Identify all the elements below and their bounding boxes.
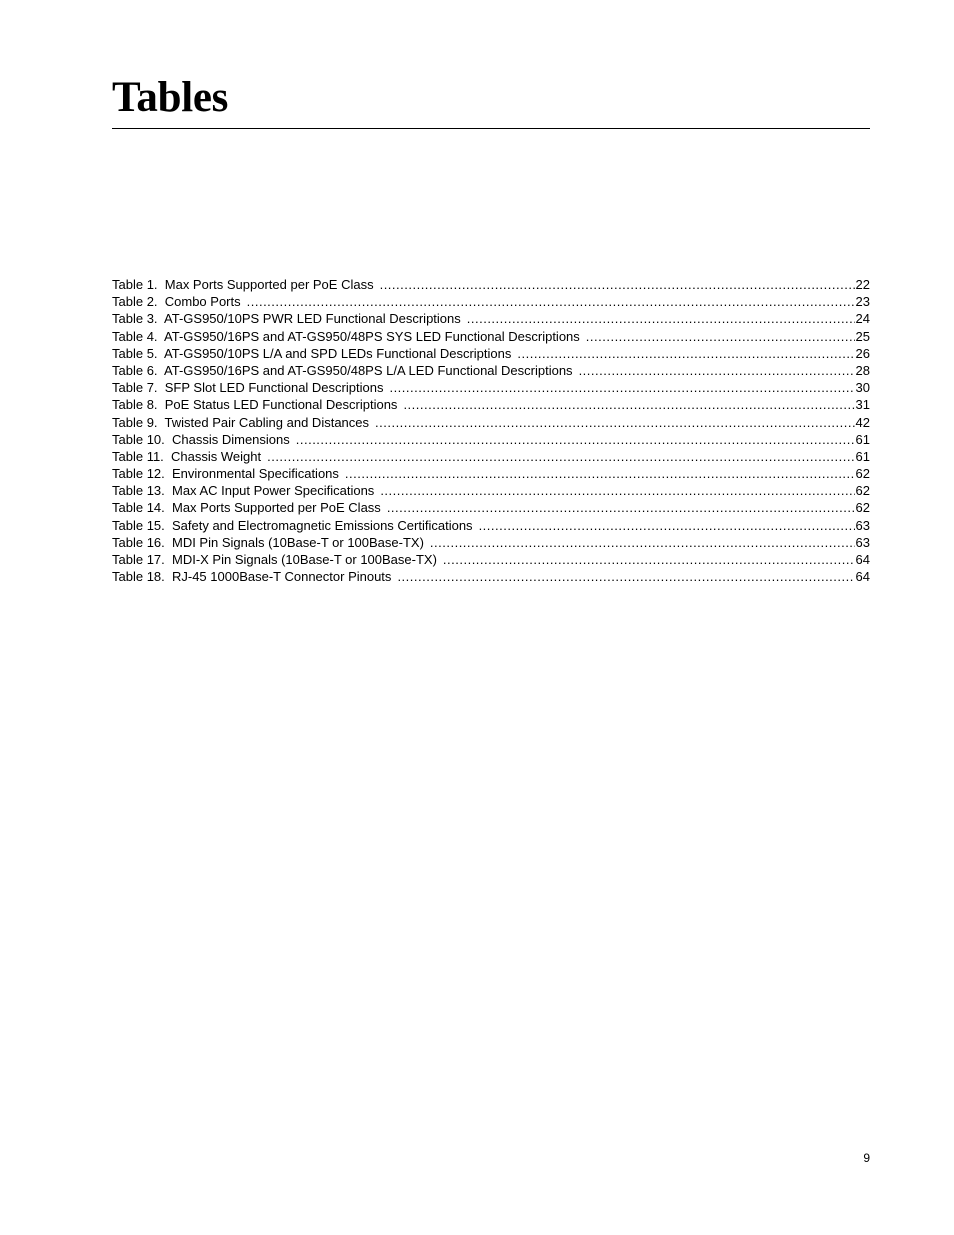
toc-entry[interactable] [112, 414, 870, 431]
dot-leader [375, 414, 855, 431]
dot-leader [380, 482, 854, 499]
toc-entry-label: Table 9. Twisted Pair Cabling and Distances [112, 414, 370, 430]
toc-entry-label: Table 3. AT-GS950/10PS PWR LED Functional Descriptions [112, 311, 461, 327]
dot-leader [380, 276, 855, 293]
dot-leader [467, 310, 855, 327]
toc-entry-page: 63 [855, 534, 870, 550]
toc-entry-page: 23 [855, 294, 870, 310]
page-title: Tables [112, 74, 229, 121]
toc-entry[interactable] [112, 293, 870, 310]
toc-entry-page: 28 [855, 362, 870, 378]
toc-entry-label: Table 15. Safety and Electromagnetic Emissions Certifications [112, 517, 473, 533]
toc-entry-page: 64 [855, 569, 870, 585]
dot-leader [579, 362, 855, 379]
toc-entry[interactable] [112, 396, 870, 413]
title-rule [112, 128, 870, 129]
toc-entry-label: Table 11. Chassis Weight [112, 448, 262, 464]
toc-entry-page: 61 [855, 448, 870, 464]
toc-entry-label: Table 18. RJ-45 1000Base-T Connector Pinouts [112, 569, 392, 585]
toc-entry[interactable] [112, 499, 870, 516]
toc-entry[interactable] [112, 379, 870, 396]
toc-entry[interactable] [112, 482, 870, 499]
toc-entry-page: 24 [855, 311, 870, 327]
toc-entry-page: 26 [855, 345, 870, 361]
dot-leader [345, 465, 855, 482]
toc-entry-label: Table 16. MDI Pin Signals (10Base-T or 100Base-TX) [112, 534, 424, 550]
toc-entry[interactable] [112, 276, 870, 293]
toc-entry[interactable] [112, 551, 870, 568]
dot-leader [387, 499, 855, 516]
toc-entry-label: Table 12. Environmental Specifications [112, 466, 339, 482]
dot-leader [443, 551, 855, 568]
toc-entry-page: 62 [855, 466, 870, 482]
toc-entry[interactable] [112, 345, 870, 362]
toc-entry-label: Table 14. Max Ports Supported per PoE Class [112, 500, 381, 516]
toc-entry-label: Table 10. Chassis Dimensions [112, 431, 290, 447]
list-of-tables [112, 276, 870, 585]
dot-leader [517, 345, 854, 362]
toc-entry[interactable] [112, 328, 870, 345]
toc-entry-page: 22 [855, 277, 870, 292]
dot-leader [430, 534, 855, 551]
toc-entry[interactable] [112, 517, 870, 534]
toc-entry-page: 42 [855, 414, 870, 430]
toc-entry[interactable] [112, 534, 870, 551]
toc-entry[interactable] [112, 431, 870, 448]
toc-entry-page: 62 [855, 500, 870, 516]
dot-leader [397, 568, 854, 585]
toc-entry-label: Table 1. Max Ports Supported per PoE Class [112, 277, 374, 292]
toc-entry-page: 61 [855, 431, 870, 447]
toc-entry-label: Table 17. MDI-X Pin Signals (10Base-T or 100Base-TX) [112, 552, 437, 567]
page-number: 9 [863, 1151, 870, 1165]
toc-entry[interactable] [112, 362, 870, 379]
toc-entry-label: Table 4. AT-GS950/16PS and AT-GS950/48PS SYS LED Functional Descriptions [112, 328, 580, 344]
toc-entry-page: 31 [855, 397, 870, 413]
toc-entry-label: Table 2. Combo Ports [112, 294, 241, 310]
dot-leader [479, 517, 855, 534]
toc-entry-label: Table 8. PoE Status LED Functional Descriptions [112, 397, 398, 413]
toc-entry-page: 63 [855, 517, 870, 533]
toc-entry-label: Table 6. AT-GS950/16PS and AT-GS950/48PS L/A LED Functional Descriptions [112, 362, 573, 378]
toc-entry-page: 30 [855, 380, 870, 396]
toc-entry-label: Table 5. AT-GS950/10PS L/A and SPD LEDs Functional Descriptions [112, 345, 512, 361]
toc-entry[interactable] [112, 465, 870, 482]
toc-entry-label: Table 7. SFP Slot LED Functional Descriptions [112, 380, 384, 396]
dot-leader [247, 293, 855, 310]
dot-leader [267, 448, 854, 465]
toc-entry-label: Table 13. Max AC Input Power Specifications [112, 483, 375, 499]
dot-leader [586, 328, 855, 345]
toc-entry[interactable] [112, 310, 870, 327]
toc-entry[interactable] [112, 448, 870, 465]
dot-leader [389, 379, 854, 396]
toc-entry-page: 64 [855, 552, 870, 567]
dot-leader [403, 396, 854, 413]
toc-entry[interactable] [112, 568, 870, 585]
toc-entry-page: 25 [855, 328, 870, 344]
dot-leader [296, 431, 855, 448]
toc-entry-page: 62 [855, 483, 870, 499]
